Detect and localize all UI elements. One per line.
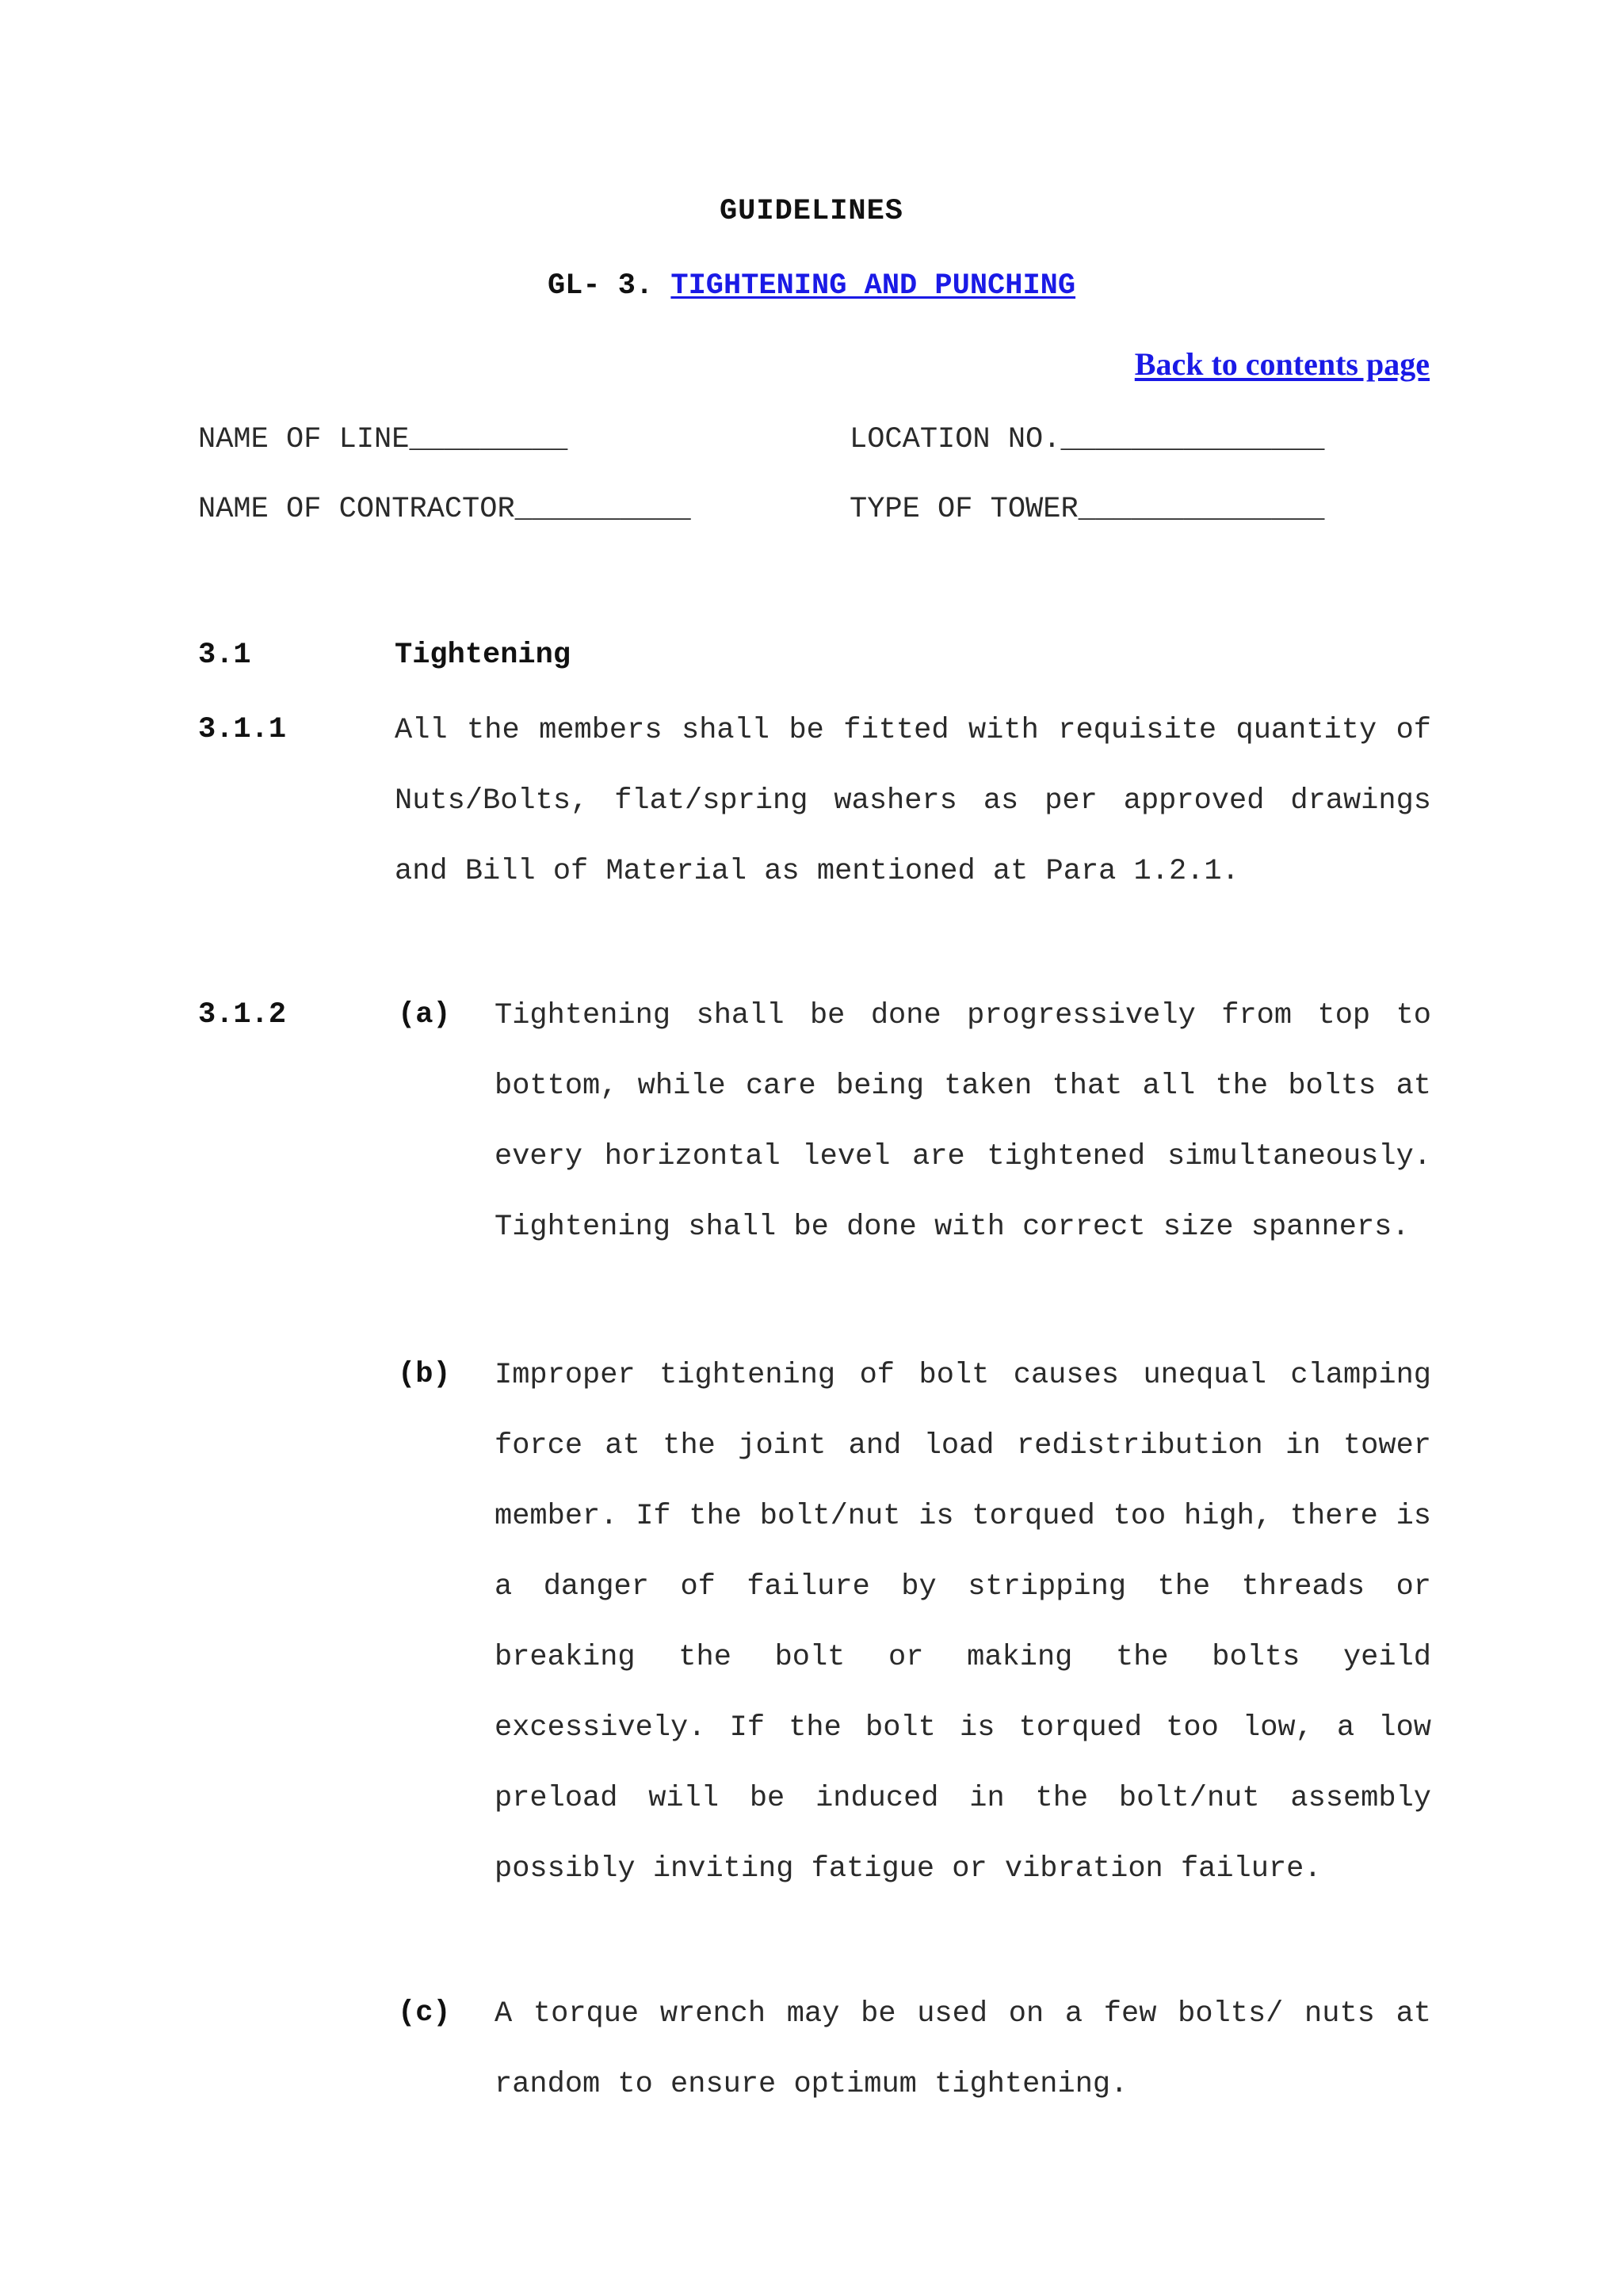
subitem-label-b: (b) xyxy=(398,1358,451,1391)
location-no-field: LOCATION NO._______________ xyxy=(850,423,1325,456)
item-text-3-1-1: All the members shall be fitted with requisite quantity of Nuts/Bolts, flat/spring washers as per approved drawings and Bill of Material as mentioned at Para 1.2.1. xyxy=(395,714,1431,888)
section-number: 3.1 xyxy=(198,639,251,672)
subitem-text-c: A torque wrench may be used on a few bolts/ nuts at random to ensure optimum tightening. xyxy=(495,1997,1431,2101)
subitem-text-a: Tightening shall be done progressively from top to bottom, while care being taken that all the bolts at every horizontal level are tightened simultaneously. Tightening shall be done with correct size spanners. xyxy=(495,999,1431,1244)
document-title: GUIDELINES xyxy=(719,195,904,228)
subitem-text-b: Improper tightening of bolt causes unequal clamping force at the joint and load redistribution in tower member. If the bolt/nut is torqued too high, there is a danger of failure by stripping the threads or breaking the bolt or making the bolts yeild excessively. If the bolt is torqued too low, a low preload will be induced in the bolt/nut assembly possibly inviting fatigue or vibration failure. xyxy=(495,1359,1431,1886)
document-subtitle xyxy=(0,269,1623,303)
subitem-label-a: (a) xyxy=(398,998,451,1032)
name-of-contractor-field: NAME OF CONTRACTOR__________ xyxy=(198,493,691,526)
subitem-label-c: (c) xyxy=(398,1997,451,2030)
item-number-3-1-2: 3.1.2 xyxy=(198,998,287,1032)
type-of-tower-field: TYPE OF TOWER______________ xyxy=(850,493,1325,526)
subtitle-prefix: GL- 3. xyxy=(547,269,671,303)
section-heading: Tightening xyxy=(395,639,571,672)
subtitle-link[interactable]: TIGHTENING AND PUNCHING xyxy=(670,269,1076,303)
name-of-line-field: NAME OF LINE_________ xyxy=(198,423,568,456)
back-to-contents-link[interactable]: Back to contents page xyxy=(1134,346,1430,382)
item-number-3-1-1: 3.1.1 xyxy=(198,713,287,746)
